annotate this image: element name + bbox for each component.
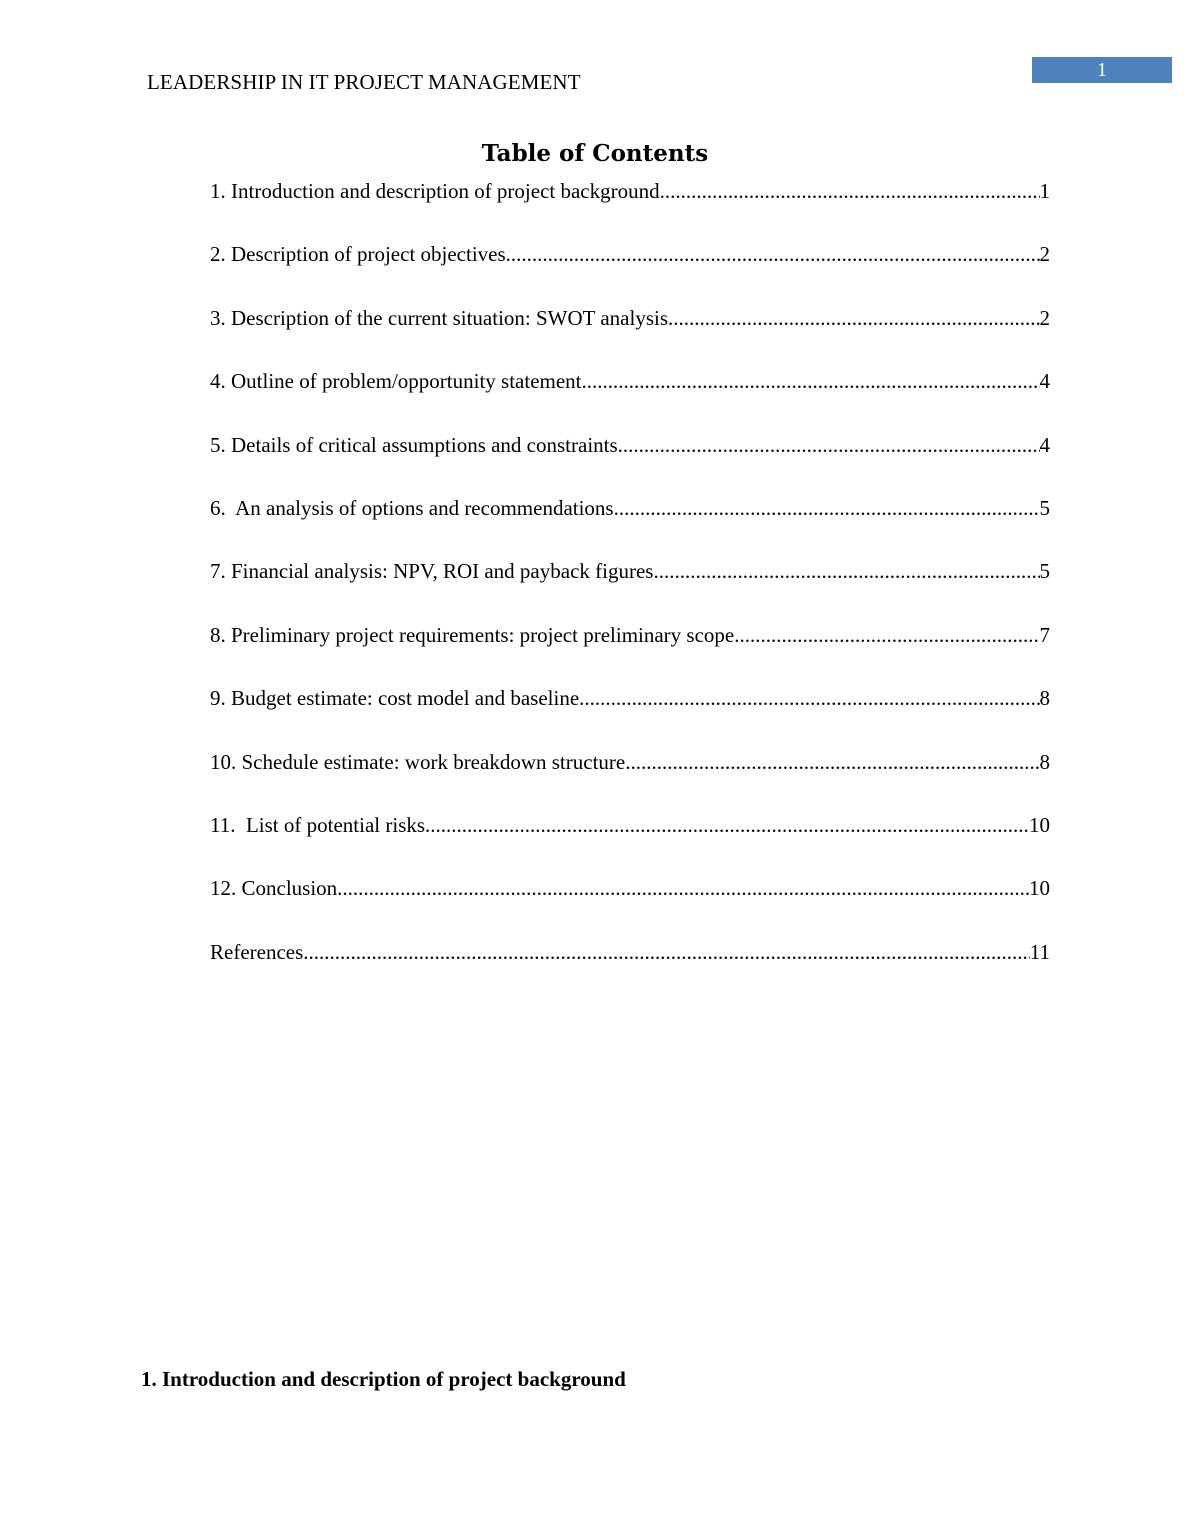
toc-entry-page: 2 — [1039, 305, 1050, 330]
toc-entry-text: 5. Details of critical assumptions and constraints — [210, 432, 618, 457]
toc-entry-text: 12. Conclusion — [210, 876, 338, 901]
toc-entry-page: 1 — [1039, 179, 1050, 203]
toc-entry[interactable] — [210, 367, 1050, 430]
toc-entry-text: 7. Financial analysis: NPV, ROI and payback figures — [210, 559, 654, 584]
toc-entry[interactable] — [210, 177, 1050, 240]
toc-entry-page: 11 — [1029, 939, 1050, 964]
toc-entry-text: 11. List of potential risks — [210, 812, 426, 837]
toc-dot-leader — [506, 240, 1040, 268]
toc-entry-text: 10. Schedule estimate: work breakdown structure — [210, 749, 626, 774]
toc-entry[interactable] — [210, 748, 1050, 811]
toc-entry-page: 10 — [1029, 876, 1050, 901]
toc-dot-leader — [660, 177, 1040, 205]
page-number-badge: 1 — [1032, 57, 1172, 83]
toc-entry-page: 5 — [1039, 495, 1050, 520]
toc-entry[interactable] — [210, 431, 1050, 494]
toc-dot-leader — [303, 938, 1029, 966]
toc-entry-page: 7 — [1039, 622, 1050, 647]
toc-entry-text: 6. An analysis of options and recommendations — [210, 495, 614, 520]
toc-entry-page: 2 — [1039, 242, 1050, 267]
toc-title: Table of Contents — [481, 140, 709, 167]
toc-entry-text: 9. Budget estimate: cost model and baseline — [210, 686, 580, 711]
running-head: LEADERSHIP IN IT PROJECT MANAGEMENT — [147, 70, 581, 94]
toc-entry-page: 5 — [1039, 559, 1050, 584]
toc-entry-text: 3. Description of the current situation: SWOT analysis — [210, 305, 669, 330]
toc-entry[interactable] — [210, 304, 1050, 367]
toc-dot-leader — [614, 494, 1040, 522]
toc-dot-leader — [579, 684, 1039, 712]
toc-entry[interactable] — [210, 684, 1050, 747]
toc-entry-page: 8 — [1039, 749, 1050, 774]
toc-dot-leader — [653, 557, 1039, 585]
table-of-contents — [210, 177, 1050, 1001]
toc-entry-page: 8 — [1039, 686, 1050, 711]
toc-entry[interactable] — [210, 240, 1050, 303]
toc-dot-leader — [582, 367, 1040, 395]
section-heading: 1. Introduction and description of project background — [141, 1367, 626, 1391]
toc-dot-leader — [618, 431, 1040, 459]
toc-dot-leader — [425, 811, 1029, 839]
toc-entry[interactable] — [210, 494, 1050, 557]
toc-entry[interactable] — [210, 557, 1050, 620]
toc-entry[interactable] — [210, 938, 1050, 1001]
toc-entry-page: 4 — [1039, 369, 1050, 394]
toc-dot-leader — [337, 874, 1029, 902]
toc-entry-text: 8. Preliminary project requirements: project preliminary scope — [210, 622, 735, 647]
toc-entry[interactable] — [210, 874, 1050, 937]
toc-entry-page: 10 — [1029, 812, 1050, 837]
toc-entry-text: 2. Description of project objectives — [210, 242, 506, 267]
toc-entry-page: 4 — [1039, 432, 1050, 457]
toc-entry[interactable] — [210, 811, 1050, 874]
toc-entry-text: 4. Outline of problem/opportunity statement — [210, 369, 582, 394]
toc-entry[interactable] — [210, 621, 1050, 684]
toc-entry-text: References — [210, 939, 304, 964]
toc-dot-leader — [625, 748, 1039, 776]
toc-entry-text: 1. Introduction and description of project background — [210, 179, 660, 203]
toc-dot-leader — [668, 304, 1039, 332]
toc-dot-leader — [734, 621, 1039, 649]
